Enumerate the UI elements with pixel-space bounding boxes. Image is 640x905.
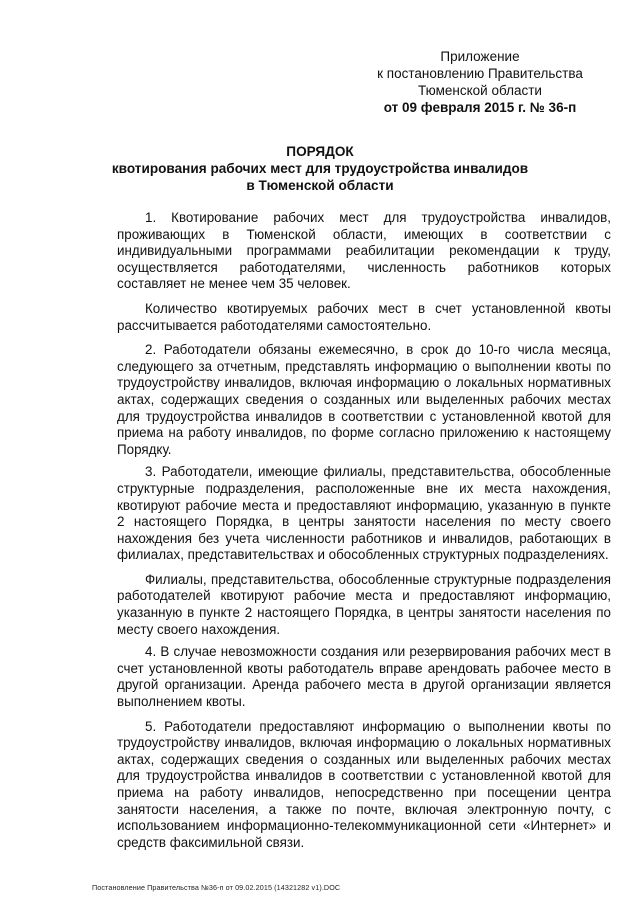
appendix-date: от 09 февраля 2015 г. № 36-п <box>383 100 577 115</box>
paragraph-2: 2. Работодатели обязаны ежемесячно, в срок до 10-го числа месяца, следующего за отчетным, представлять информацию о выполнении квоты по трудоустройству инвалидов, включая информацию о локальных нормативных актах, содержащих сведения о созданных или выделенных рабочих местах для трудоустройства инвалидов в соответствии с установленной квотой для приема на работу инвалидов, по форме согласно приложению к настоящему Порядку. <box>117 342 611 457</box>
appendix-header <box>360 48 600 116</box>
document-title <box>100 143 540 194</box>
document-body <box>117 210 611 851</box>
appendix-region: Тюменской области <box>418 83 542 98</box>
paragraph-quota-count: Количество квотируемых рабочих мест в счет установленной квоты рассчитывается работодателями самостоятельно. <box>117 300 611 333</box>
appendix-decree-ref: к постановлению Правительства <box>377 66 583 81</box>
title-line-2: квотирования рабочих мест для трудоустройства инвалидов <box>111 161 529 176</box>
title-line-1: ПОРЯДОК <box>286 144 354 159</box>
paragraph-1: 1. Квотирование рабочих мест для трудоустройства инвалидов, проживающих в Тюменской области, имеющих в соответствии с индивидуальными программами реабилитации рекомендации к труду, осуществляется работодателями, численность работников которых составляет не менее чем 35 человек. <box>117 210 611 292</box>
file-footer: Постановление Правительства №36-п от 09.02.2015 (14321282 v1).DOC <box>92 883 341 892</box>
paragraph-3: 3. Работодатели, имеющие филиалы, представительства, обособленные структурные подразделения, расположенные вне их места нахождения, квотируют рабочие места и предоставляют информацию, указанную в пункте 2 настоящего Порядка, в центры занятости населения по месту своего нахождения без учета численности работников и инвалидов, работающих в филиалах, представительствах и обособленных структурных подразделениях. <box>117 464 611 563</box>
appendix-label: Приложение <box>440 49 520 64</box>
title-line-3: в Тюменской области <box>246 178 394 193</box>
paragraph-branches: Филиалы, представительства, обособленные структурные подразделения работодателей квотируют рабочие места и предоставляют информацию, указанную в пункте 2 настоящего Порядка, в центры занятости населения по месту своего нахождения. <box>117 571 611 637</box>
paragraph-4: 4. В случае невозможности создания или резервирования рабочих мест в счет установленной квоты работодатель вправе арендовать рабочее место в другой организации. Аренда рабочего места в другой организации является выполнением квоты. <box>117 644 611 710</box>
paragraph-5: 5. Работодатели предоставляют информацию о выполнении квоты по трудоустройству инвалидов, включая информацию о локальных нормативных актах, содержащих сведения о созданных или выделенных рабочих местах для трудоустройства инвалидов в соответствии с установленной квотой для приема на работу инвалидов, непосредственно при посещении центра занятости населения, а также по почте, включая электронную почту, с использованием информационно-телекоммуникационной сети «Интернет» и средств факсимильной связи. <box>117 718 611 850</box>
